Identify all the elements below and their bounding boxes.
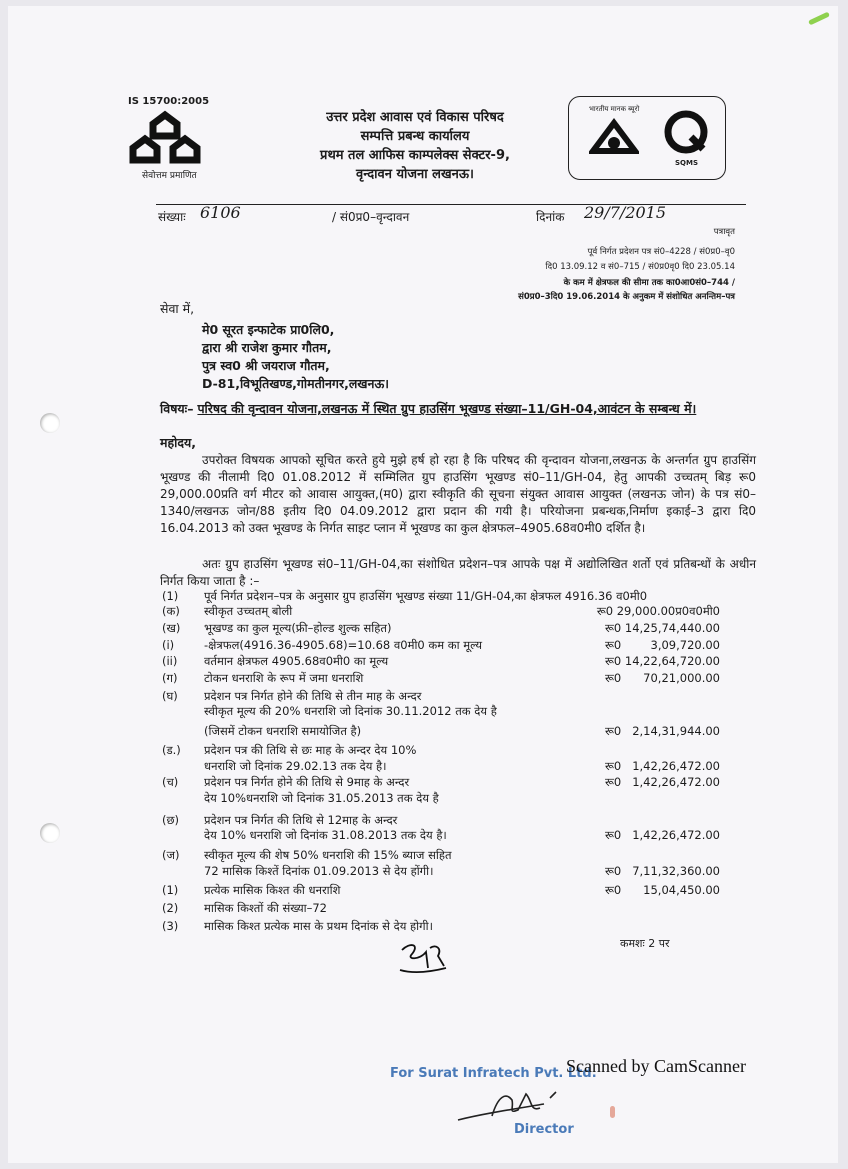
term-text: देय 10%धनराशि जो दिनांक 31.05.2013 तक देय है bbox=[204, 791, 439, 805]
org-line-1: उत्तर प्रदेश आवास एवं विकास परिषद bbox=[326, 110, 504, 125]
term-amount: रू0 1,42,26,472.00 bbox=[604, 828, 720, 842]
term-marker: (1) bbox=[162, 589, 179, 603]
red-speck bbox=[610, 1106, 615, 1118]
term-amount: रू0 70,21,000.00 bbox=[604, 671, 720, 685]
subject-label: विषयः– bbox=[160, 401, 194, 416]
term-amount: रू0 1,42,26,472.00 bbox=[604, 775, 720, 789]
term-text: प्रदेशन पत्र निर्गत की तिथि से 12माह के अन्दर bbox=[204, 813, 398, 827]
term-marker: (ज) bbox=[162, 848, 180, 862]
subject bbox=[160, 400, 760, 417]
company-stamp: For Surat Infratech Pvt. Ltd. bbox=[390, 1066, 597, 1081]
term-text: स्वीकृत मूल्य की शेष 50% धनराशि की 15% ब्याज सहित bbox=[204, 848, 452, 862]
ref-dept: / सं0प्र0–वृन्दावन bbox=[332, 210, 410, 224]
side-note-line-3: के कम में क्षेत्रफल की सीमा तक का0आ0सं0–744 / bbox=[563, 278, 735, 288]
sqms-logo-icon bbox=[661, 107, 711, 157]
term-amount: रू0 14,22,64,720.00 bbox=[604, 654, 720, 668]
term-marker: (ii) bbox=[162, 654, 178, 668]
continued-note: कमशः 2 पर bbox=[620, 937, 670, 950]
term-amount: रू0 3,09,720.00 bbox=[605, 638, 720, 652]
term-text: -क्षेत्रफल(4916.36-4905.68)=10.68 व0मी0 कम का मूल्य bbox=[204, 638, 483, 652]
term-text: 72 मासिक किश्तें दिनांक 01.09.2013 से देय होंगी। bbox=[204, 864, 434, 878]
org-line-3: प्रथम तल आफिस काम्पलेक्स सेक्टर-9, bbox=[320, 148, 510, 163]
term-text: पूर्व निर्गत प्रदेशन–पत्र के अनुसार ग्रुप हाउसिंग भूखण्ड संख्या 11/GH-04,का क्षेत्रफल 4916.36 व0मी0 bbox=[204, 589, 648, 603]
ref-number-label: संख्याः bbox=[158, 210, 186, 224]
term-text: भूखण्ड का कुल मूल्य(फ्री–होल्ड शुल्क सहित) bbox=[204, 621, 392, 635]
term-text: प्रदेशन पत्र की तिथि से छः माह के अन्दर देय 10% bbox=[204, 743, 417, 757]
term-text: प्रदेशन पत्र निर्गत होने की तिथि से तीन माह के अन्दर bbox=[204, 689, 422, 703]
term-marker: (घ) bbox=[162, 689, 178, 703]
term-text: स्वीकृत मूल्य की 20% धनराशि जो दिनांक 30.11.2012 तक देय है bbox=[204, 704, 497, 718]
ref-number-value: 6106 bbox=[200, 203, 241, 222]
term-amount: रू0 14,25,74,440.00 bbox=[604, 621, 720, 635]
address-line-2: द्वारा श्री राजेश कुमार गौतम, bbox=[202, 340, 332, 355]
camscanner-watermark: Scanned by CamScanner bbox=[566, 1056, 746, 1076]
motto-label: सेवोत्तम प्रमाणित bbox=[142, 171, 197, 181]
term-amount: रू0 15,04,450.00 bbox=[604, 883, 720, 897]
organization-heading bbox=[300, 108, 530, 184]
sqms-label: SQMS bbox=[675, 159, 698, 167]
term-marker: (3) bbox=[162, 919, 179, 933]
cert-text: भारतीय मानक ब्यूरो bbox=[589, 105, 640, 113]
term-text: प्रदेशन पत्र निर्गत होने की तिथि से 9माह के अन्दर bbox=[204, 775, 410, 789]
date-label: दिनांक bbox=[536, 210, 565, 224]
address-line-4: D-81,विभूतिखण्ड,गोमतीनगर,लखनऊ। bbox=[202, 376, 390, 391]
director-label: Director bbox=[514, 1122, 574, 1137]
term-marker: (ड.) bbox=[162, 743, 181, 757]
parishad-logo-icon bbox=[127, 110, 203, 168]
subject-text: परिषद की वृन्दावन योजना,लखनऊ में स्थित ग्रुप हाउसिंग भूखण्ड संख्या–11/GH-04,आवंटन के सम्बन्ध में। bbox=[197, 401, 697, 416]
term-text: स्वीकृत उच्चतम् बोली bbox=[204, 604, 293, 618]
term-text: मासिक किश्त प्रत्येक मास के प्रथम दिनांक से देय होगी। bbox=[204, 919, 433, 933]
term-amount: रू0 7,11,32,360.00 bbox=[604, 864, 720, 878]
term-marker: (च) bbox=[162, 775, 179, 789]
term-text: प्रत्येक मासिक किश्त की धनराशि bbox=[204, 883, 341, 897]
term-marker: (i) bbox=[162, 638, 175, 652]
org-line-4: वृन्दावन योजना लखनऊ। bbox=[356, 167, 474, 182]
term-text: मासिक किश्तों की संख्या–72 bbox=[204, 901, 327, 915]
date-value: 29/7/2015 bbox=[584, 203, 667, 222]
term-amount: रू0 2,14,31,944.00 bbox=[604, 724, 720, 738]
address-line-3: पुत्र स्व0 श्री जयराज गौतम, bbox=[202, 358, 330, 373]
side-note-line-2: दि0 13.09.12 व सं0–715 / सं0प्र0वृ0 दि0 23.05.14 bbox=[545, 262, 735, 272]
certification-box bbox=[568, 96, 726, 180]
address-line-1: मे0 सूरत इन्फाटेक प्रा0लि0, bbox=[202, 322, 335, 337]
body-paragraph-1: उपरोक्त विषयक आपको सूचित करते हुये मुझे हर्ष हो रहा है कि परिषद की वृन्दावन योजना,लखनऊ के अन्तर्गत ग्रुप हाउसिंग भूखण्ड की नीलामी दि0 01.08.2012 में सम्मिलित ग्रुप हाउसिंग भूखण्ड सं0–11/GH-04, हेतु आपकी उच्चतम् बिड़ रू0 29,000.00प्रति वर्ग मीटर को आवास आयुक्त,(म0) द्वारा स्वीकृति की सूचना संयुक्त आवास आयुक्त (लखनऊ जोन) के पत्र सं0–1340/लखनऊ जोन/88 इतीय दि0 04.09.2012 द्वारा प्रदान की गयी है। परियोजना प्रबन्धक,निर्माण इकाई–3 द्वारा दि0 16.04.2013 को उक्त भूखण्ड के निर्गत साइट प्लान में भूखण्ड का कुल क्षेत्रफल–4905.68व0मी0 दर्शित है। bbox=[160, 453, 756, 535]
term-text: टोकन धनराशि के रूप में जमा धनराशि bbox=[204, 671, 364, 685]
side-note-line-1: पूर्व निर्गत प्रदेशन पत्र सं0–4228 / सं0प्र0–वृ0 bbox=[587, 247, 735, 257]
side-note-line-4: सं0प्र0–3दि0 19.06.2014 के अनुकम में संशोधित अनन्तिम–पत्र bbox=[518, 292, 735, 302]
punch-hole-top bbox=[40, 413, 60, 433]
org-line-2: सम्पत्ति प्रबन्ध कार्यालय bbox=[360, 129, 470, 144]
body-paragraph-2: अतः ग्रुप हाउसिंग भूखण्ड सं0–11/GH-04,का संशोधित प्रदेशन–पत्र आपके पक्ष में अद्योलिखित शर्तो एवं प्रतिबन्धों के अधीन निर्गत किया जाता है :– bbox=[160, 557, 756, 588]
seva-mein: सेवा में, bbox=[160, 301, 195, 316]
punch-hole-bottom bbox=[40, 823, 60, 843]
term-amount: रू0 1,42,26,472.00 bbox=[604, 759, 720, 773]
bis-logo-icon bbox=[589, 117, 639, 157]
term-text: देय 10% धनराशि जो दिनांक 31.08.2013 तक देय है। bbox=[204, 828, 447, 842]
term-amount: रू0 29,000.00प्र0व0मी0 bbox=[596, 604, 720, 618]
term-marker: (क) bbox=[162, 604, 180, 618]
term-marker: (2) bbox=[162, 901, 179, 915]
term-marker: (ख) bbox=[162, 621, 181, 635]
term-text: (जिसमें टोकन धनराशि समायोजित है) bbox=[204, 724, 362, 738]
term-marker: (1) bbox=[162, 883, 179, 897]
term-marker: (छ) bbox=[162, 813, 180, 827]
term-text: धनराशि जो दिनांक 29.02.13 तक देय है। bbox=[204, 759, 387, 773]
officer-signature bbox=[396, 940, 450, 976]
iso-label: IS 15700:2005 bbox=[128, 96, 210, 107]
side-note-label: पत्रावृत bbox=[713, 227, 735, 237]
term-marker: (ग) bbox=[162, 671, 178, 685]
greeting: महोदय, bbox=[160, 435, 196, 450]
term-text: वर्तमान क्षेत्रफल 4905.68व0मी0 का मूल्य bbox=[204, 654, 389, 668]
